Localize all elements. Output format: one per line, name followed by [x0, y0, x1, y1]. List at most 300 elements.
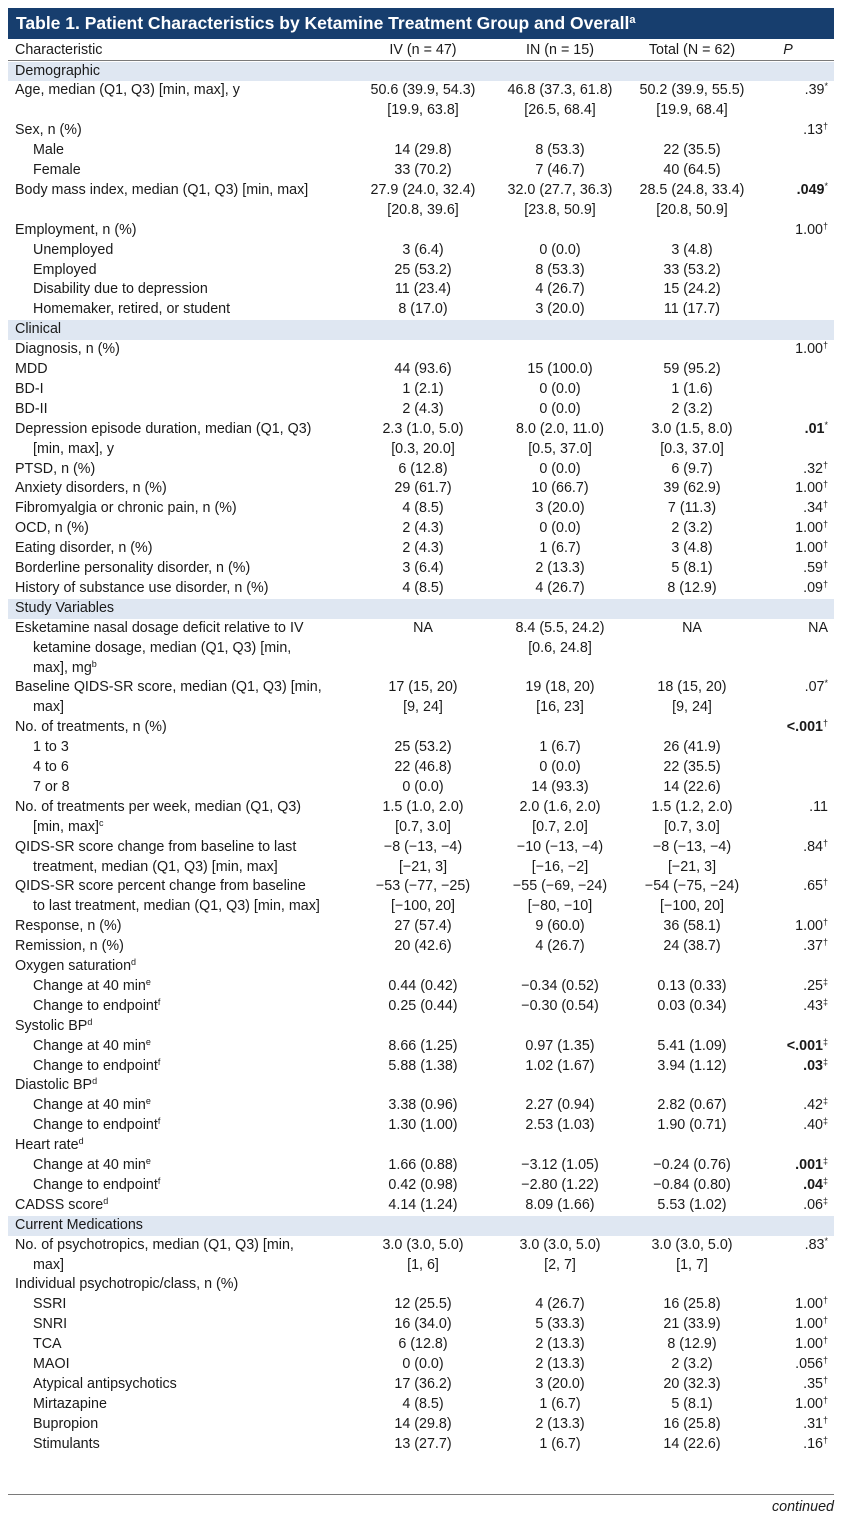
cell-total: 21 (33.9) [663, 1316, 721, 1333]
cell-characteristic [15, 221, 137, 241]
cell-characteristic [15, 579, 268, 599]
cell-in: 46.8 (37.3, 61.8) [507, 82, 613, 99]
characteristic-text: Change at 40 min [33, 1097, 146, 1114]
p-test-mark: † [822, 877, 828, 888]
cell-total: 3.94 (1.12) [657, 1057, 727, 1074]
cell-total: 6 (9.7) [671, 460, 713, 477]
p-test-mark: * [824, 419, 828, 430]
characteristic-text: Remission, n (%) [15, 938, 124, 955]
table-row [8, 1076, 834, 1096]
table-row [8, 241, 834, 261]
cell-in: 1 (6.7) [539, 540, 581, 557]
cell-total: 11 (17.7) [663, 301, 721, 318]
cell-in: 8.0 (2.0, 11.0) [516, 420, 604, 437]
p-value-text: .59 [803, 560, 823, 576]
cell-characteristic [15, 420, 311, 440]
header-total: Total (N = 62) [648, 42, 736, 58]
characteristic-text: 4 to 6 [33, 759, 69, 775]
cell-in: 3 (20.0) [535, 500, 585, 517]
p-test-mark: ‡ [822, 1096, 828, 1107]
data-table [8, 40, 834, 1494]
cell-iv: 3 (6.4) [402, 241, 444, 258]
characteristic-text: to last treatment, median (Q1, Q3) [min, max] [33, 898, 320, 915]
cell-characteristic [15, 877, 306, 897]
cell-total: −8 (−13, −4) [652, 838, 732, 855]
p-test-mark: † [822, 121, 828, 132]
cell-in: [23.8, 50.9] [524, 201, 596, 218]
cell-in: [2, 7] [544, 1256, 576, 1273]
cell-total: −54 (−75, −24) [644, 878, 740, 895]
cell-iv: 3 (6.4) [402, 560, 444, 576]
cell-p-value [787, 1037, 828, 1057]
cell-p-value [795, 1156, 828, 1176]
cell-in: [−80, −10] [527, 898, 593, 915]
cell-characteristic [33, 1415, 98, 1435]
cell-total: [−21, 3] [667, 858, 717, 875]
cell-characteristic [15, 539, 152, 559]
cell-iv: 22 (46.8) [394, 759, 452, 775]
cell-in: −0.34 (0.52) [521, 977, 599, 994]
table-row [8, 380, 834, 400]
characteristic-text: Heart rate [15, 1137, 79, 1154]
cell-characteristic [15, 121, 82, 141]
cell-iv: 0 (0.0) [402, 1356, 444, 1372]
cell-iv: 0.44 (0.42) [388, 977, 458, 994]
footnote-mark: f [157, 1175, 161, 1186]
p-value-text: NA [808, 619, 828, 636]
p-test-mark: * [824, 180, 828, 191]
cell-characteristic [33, 1156, 151, 1176]
p-value-text: .37 [803, 938, 823, 955]
p-value-text: .42 [803, 1097, 823, 1114]
characteristic-text: Bupropion [33, 1415, 99, 1432]
characteristic-text: [min, max] [33, 818, 99, 835]
cell-iv: 3.38 (0.96) [388, 1097, 458, 1114]
cell-total: 1.90 (0.71) [657, 1117, 727, 1134]
cell-iv: [0.3, 20.0] [391, 440, 455, 457]
characteristic-text: PTSD, n (%) [15, 460, 96, 477]
characteristic-text: Change to endpoint [33, 1176, 158, 1193]
cell-iv: [0.7, 3.0] [395, 818, 451, 835]
cell-total: 1 (1.6) [671, 380, 713, 397]
cell-characteristic [15, 718, 167, 738]
characteristic-text: QIDS-SR score change from baseline to last [15, 838, 297, 855]
cell-p-value [803, 121, 828, 141]
cell-total: 5 (8.1) [671, 560, 713, 576]
p-value-text: .03 [803, 1057, 823, 1074]
table-row [8, 1335, 834, 1355]
table-header-row [8, 40, 834, 61]
table-row [8, 559, 834, 579]
cell-in: 4 (26.7) [535, 1296, 585, 1313]
footnote-mark: e [145, 1156, 151, 1166]
table-row [8, 897, 834, 917]
cell-in: 4 (26.7) [535, 281, 585, 298]
cell-p-value [803, 1196, 828, 1216]
cell-in: 0 (0.0) [539, 400, 581, 417]
table-row [8, 121, 834, 141]
cell-characteristic [15, 1236, 294, 1256]
p-test-mark: † [822, 1374, 828, 1385]
p-value-text: <.001 [786, 1037, 823, 1054]
p-test-mark: † [822, 718, 828, 729]
table-row [8, 360, 834, 380]
cell-total: 33 (53.2) [663, 261, 721, 278]
cell-in: 1 (6.7) [539, 1435, 581, 1452]
cell-characteristic [33, 758, 69, 778]
table-row [8, 1017, 834, 1037]
cell-total: [0.3, 37.0] [660, 440, 724, 457]
table-row [8, 1037, 834, 1057]
cell-p-value [795, 539, 828, 559]
section-label: Demographic [15, 62, 101, 79]
cell-characteristic [15, 479, 167, 499]
p-test-mark: ‡ [822, 996, 828, 1007]
cell-iv: 0 (0.0) [402, 778, 444, 795]
cell-total: 8 (12.9) [667, 579, 717, 596]
characteristic-text: Homemaker, retired, or student [33, 301, 231, 318]
cell-characteristic [15, 798, 301, 818]
characteristic-text: BD-II [15, 400, 48, 417]
cell-iv: 5.88 (1.38) [388, 1057, 458, 1074]
cell-p-value [803, 1176, 828, 1196]
cell-p-value [803, 838, 828, 858]
cell-in: 4 (26.7) [535, 938, 585, 955]
p-test-mark: † [822, 917, 828, 928]
characteristic-text: Change at 40 min [33, 1037, 146, 1054]
cell-in: 2.27 (0.94) [525, 1097, 595, 1114]
cell-iv: 1.30 (1.00) [388, 1117, 458, 1134]
cell-in: 1 (6.7) [539, 739, 581, 756]
table-row [8, 877, 834, 897]
p-value-text: .11 [809, 798, 828, 815]
characteristic-text: SNRI [33, 1316, 68, 1333]
footnote-mark: d [103, 1195, 109, 1206]
header-iv: IV (n = 47) [389, 42, 457, 58]
cell-p-value [803, 997, 828, 1017]
characteristic-text: Borderline personality disorder, n (%) [15, 560, 251, 576]
cell-characteristic [15, 400, 48, 420]
table-row [8, 838, 834, 858]
table-row [8, 977, 834, 997]
cell-in: 3.0 (3.0, 5.0) [519, 1236, 601, 1253]
cell-characteristic [33, 858, 278, 878]
cell-characteristic [33, 738, 69, 758]
cell-in: [0.6, 24.8] [528, 639, 592, 656]
cell-total: −0.24 (0.76) [653, 1157, 731, 1173]
cell-iv: 14 (29.8) [394, 142, 452, 159]
cell-in: 2 (13.3) [535, 1356, 585, 1372]
table-row [8, 698, 834, 718]
table-row [8, 818, 834, 838]
characteristic-text: Atypical antipsychotics [33, 1375, 177, 1392]
table-row [8, 1096, 834, 1116]
characteristic-text: Change to endpoint [33, 1117, 158, 1134]
cell-iv: 6 (12.8) [398, 1336, 448, 1353]
cell-characteristic [15, 460, 95, 480]
cell-p-value [808, 619, 828, 639]
characteristic-text: BD-I [15, 380, 44, 397]
cell-total: 40 (64.5) [663, 162, 721, 178]
p-value-text: .43 [803, 997, 823, 1014]
cell-in: 3 (20.0) [535, 1375, 585, 1392]
footnote-mark: e [145, 1096, 151, 1107]
cell-iv: [−21, 3] [398, 858, 448, 875]
p-test-mark: ‡ [822, 1156, 828, 1166]
cell-iv: 2 (4.3) [402, 400, 444, 417]
footnote-mark: e [145, 1036, 151, 1047]
cell-total: 5 (8.1) [671, 1395, 713, 1412]
cell-total: [0.7, 3.0] [664, 818, 720, 835]
cell-p-value [803, 977, 828, 997]
cell-iv: 3.0 (3.0, 5.0) [382, 1236, 464, 1253]
p-test-mark: ‡ [822, 1036, 828, 1047]
footnote-mark: b [91, 658, 97, 669]
cell-in: 2 (13.3) [535, 560, 585, 576]
table-row [8, 519, 834, 539]
footnote-mark: f [157, 1056, 161, 1067]
cell-iv: 2 (4.3) [402, 520, 444, 537]
p-test-mark: † [822, 1434, 828, 1445]
p-value-text: .049 [796, 181, 825, 198]
table-row [8, 858, 834, 878]
cell-p-value [805, 678, 828, 698]
cell-in: 0 (0.0) [539, 241, 581, 258]
cell-total: 3 (4.8) [671, 241, 713, 258]
cell-p-value [803, 1096, 828, 1116]
cell-total: 0.03 (0.34) [657, 997, 727, 1014]
cell-characteristic [33, 778, 70, 798]
p-test-mark: ‡ [822, 976, 828, 987]
cell-characteristic [33, 280, 208, 300]
table-row [8, 181, 834, 201]
characteristic-text: ketamine dosage, median (Q1, Q3) [min, [33, 639, 292, 656]
table-row [8, 280, 834, 300]
cell-total: 22 (35.5) [663, 759, 721, 775]
table-row [8, 1355, 834, 1375]
characteristic-text: Stimulants [33, 1435, 100, 1452]
cell-characteristic [15, 917, 121, 937]
table-row [8, 400, 834, 420]
table-title [8, 8, 834, 39]
characteristic-text: OCD, n (%) [15, 520, 89, 537]
cell-in: −3.12 (1.05) [521, 1157, 599, 1173]
cell-total: 16 (25.8) [663, 1296, 721, 1313]
cell-characteristic [15, 1275, 238, 1295]
p-test-mark: † [822, 479, 828, 490]
cell-characteristic [33, 440, 114, 460]
cell-iv: 27 (57.4) [394, 918, 452, 935]
cell-total: 50.2 (39.9, 55.5) [639, 82, 745, 99]
cell-characteristic [15, 81, 240, 101]
cell-total: 16 (25.8) [663, 1415, 721, 1432]
table-row [8, 440, 834, 460]
cell-iv: 4 (8.5) [402, 500, 444, 517]
cell-characteristic [15, 340, 120, 360]
cell-characteristic [33, 698, 64, 718]
table-row [8, 778, 834, 798]
cell-in: 2.53 (1.03) [525, 1117, 595, 1134]
cell-total: 3.0 (1.5, 8.0) [651, 420, 733, 437]
header-characteristic: Characteristic [15, 42, 103, 58]
p-test-mark: † [822, 1414, 828, 1425]
cell-p-value [803, 460, 828, 480]
cell-characteristic [33, 1037, 151, 1057]
cell-total: 22 (35.5) [663, 142, 721, 159]
cell-iv: 4.14 (1.24) [388, 1196, 458, 1213]
characteristic-text: Eating disorder, n (%) [15, 540, 153, 557]
p-value-text: .06 [803, 1196, 823, 1213]
cell-total: 2 (3.2) [671, 520, 713, 537]
cell-characteristic [33, 141, 64, 161]
cell-total: 0.13 (0.33) [657, 977, 727, 994]
cell-total: 2 (3.2) [671, 400, 713, 417]
cell-total: 1.5 (1.2, 2.0) [651, 798, 733, 815]
p-value-text: 1.00 [795, 540, 823, 557]
characteristic-text: TCA [33, 1336, 62, 1353]
footnote-mark: c [98, 817, 104, 828]
cell-characteristic [33, 1315, 67, 1335]
cell-in: 3 (20.0) [535, 301, 585, 318]
cell-in: 32.0 (27.7, 36.3) [507, 181, 613, 198]
cell-characteristic [33, 261, 97, 281]
cell-total: 26 (41.9) [663, 739, 721, 756]
cell-iv: [9, 24] [403, 699, 443, 716]
cell-iv: 6 (12.8) [398, 460, 448, 477]
cell-characteristic [33, 1116, 160, 1136]
footnote-mark: d [87, 1016, 93, 1027]
cell-iv: 33 (70.2) [394, 162, 452, 178]
cell-iv: 20 (42.6) [394, 938, 452, 955]
cell-characteristic [33, 1176, 160, 1196]
p-test-mark: † [822, 559, 828, 569]
p-value-text: .07 [804, 679, 825, 696]
cell-total: 15 (24.2) [663, 281, 721, 298]
cell-total: 36 (58.1) [663, 918, 721, 935]
p-test-mark: † [822, 1394, 828, 1405]
cell-p-value [795, 221, 828, 241]
characteristic-text: Esketamine nasal dosage deficit relative to IV [15, 619, 304, 636]
p-value-text: .35 [803, 1375, 823, 1392]
section-label: Clinical [15, 321, 62, 338]
cell-in: 8.4 (5.5, 24.2) [515, 619, 605, 636]
cell-in: 0 (0.0) [539, 380, 581, 397]
cell-iv: [−100, 20] [391, 898, 455, 915]
cell-characteristic [15, 619, 303, 639]
footnote-mark: d [92, 1076, 98, 1087]
characteristic-text: Female [33, 162, 81, 178]
table-row [8, 460, 834, 480]
cell-characteristic [15, 1136, 84, 1156]
table-row [8, 81, 834, 101]
p-test-mark: † [822, 539, 828, 550]
cell-iv: −8 (−13, −4) [383, 838, 463, 855]
table-row [8, 798, 834, 818]
p-test-mark: ‡ [822, 1056, 828, 1067]
cell-p-value [795, 1315, 828, 1335]
p-test-mark: † [822, 340, 828, 351]
title-footnote-mark: a [629, 14, 636, 26]
cell-iv: 0.25 (0.44) [388, 997, 458, 1014]
cell-iv: 2 (4.3) [402, 540, 444, 557]
cell-in: 2 (13.3) [535, 1415, 585, 1432]
characteristic-text: CADSS score [15, 1196, 104, 1213]
p-value-text: .04 [803, 1176, 823, 1193]
section-label: Current Medications [15, 1216, 143, 1233]
footnote-mark: e [145, 976, 151, 987]
p-value-text: .09 [803, 579, 823, 596]
cell-p-value [795, 1295, 828, 1315]
p-value-text: .13 [803, 122, 823, 139]
footnote-mark: f [157, 996, 161, 1007]
cell-characteristic [15, 1017, 92, 1037]
table-row [8, 718, 834, 738]
p-value-text: .34 [803, 500, 823, 517]
table-row [8, 141, 834, 161]
cell-characteristic [33, 1395, 107, 1415]
p-value-text: .40 [803, 1117, 823, 1134]
table-row [8, 161, 834, 181]
cell-p-value [795, 1395, 828, 1415]
cell-iv: 0.42 (0.98) [388, 1176, 458, 1193]
cell-characteristic [33, 997, 160, 1017]
p-value-text: 1.00 [795, 918, 823, 935]
cell-iv: [19.9, 63.8] [387, 102, 459, 119]
footnote-mark: d [131, 957, 137, 967]
cell-total: 14 (22.6) [663, 778, 721, 795]
cell-total: 5.41 (1.09) [657, 1037, 727, 1054]
cell-in: 15 (100.0) [527, 361, 593, 377]
cell-in: 4 (26.7) [535, 579, 585, 596]
cell-iv: 14 (29.8) [394, 1415, 452, 1432]
cell-iv: 17 (15, 20) [388, 679, 458, 696]
characteristic-text: QIDS-SR score percent change from baseline [15, 878, 306, 895]
table-row [8, 957, 834, 977]
footnote-mark: f [157, 1116, 161, 1127]
header-in: IN (n = 15) [526, 42, 594, 58]
cell-characteristic [15, 559, 250, 579]
cell-in: 8 (53.3) [535, 261, 585, 278]
characteristic-text: Diastolic BP [15, 1077, 93, 1094]
cell-iv: [1, 6] [407, 1256, 439, 1273]
table-row [8, 738, 834, 758]
table-row [8, 1196, 834, 1216]
table-row [8, 917, 834, 937]
cell-characteristic [33, 897, 320, 917]
cell-in: −55 (−69, −24) [512, 878, 608, 895]
p-test-mark: † [822, 1355, 828, 1365]
cell-p-value [803, 579, 828, 599]
cell-characteristic [15, 181, 308, 201]
table-row [8, 1116, 834, 1136]
cell-characteristic [15, 678, 322, 698]
characteristic-text: MAOI [33, 1356, 70, 1372]
cell-p-value [803, 937, 828, 957]
cell-total: 59 (95.2) [663, 361, 721, 377]
cell-p-value [795, 1335, 828, 1355]
cell-in: 5 (33.3) [535, 1316, 585, 1333]
cell-total: 3 (4.8) [671, 540, 713, 557]
characteristic-text: 7 or 8 [33, 778, 70, 795]
cell-total: [9, 24] [672, 699, 712, 716]
cell-characteristic [15, 838, 296, 858]
cell-iv: 12 (25.5) [394, 1296, 452, 1313]
cell-iv: −53 (−77, −25) [375, 878, 471, 895]
p-test-mark: † [822, 1295, 828, 1306]
table-row [8, 1176, 834, 1196]
cell-p-value [805, 81, 828, 101]
cell-characteristic [15, 380, 44, 400]
